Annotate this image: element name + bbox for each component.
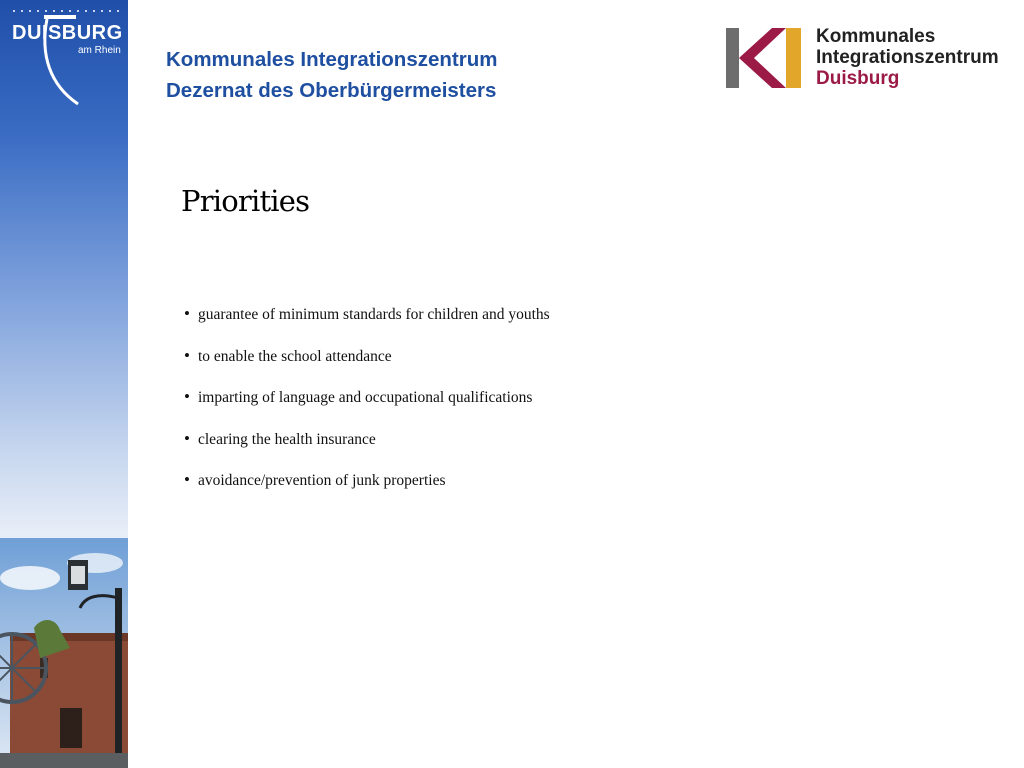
bullet-text: imparting of language and occupational qualifications xyxy=(198,389,533,406)
header-line-2: Dezernat des Oberbürgermeisters xyxy=(166,79,497,102)
list-item xyxy=(184,469,550,511)
bullet-icon: • xyxy=(184,345,190,365)
brand-line-3: Duisburg xyxy=(816,68,900,89)
bullet-icon: • xyxy=(184,387,190,406)
priority-list xyxy=(184,303,550,511)
list-item xyxy=(184,303,550,345)
list-item xyxy=(184,386,550,428)
city-photo xyxy=(0,538,128,768)
city-logo-subtitle: am Rhein xyxy=(78,45,121,56)
list-item xyxy=(184,428,550,470)
bullet-text: to enable the school attendance xyxy=(198,347,392,365)
slide-title: Priorities xyxy=(181,184,310,218)
list-item xyxy=(184,345,550,387)
bullet-icon: • xyxy=(184,470,190,489)
header-line-1: Kommunales Integrationszentrum xyxy=(166,48,498,71)
header-title xyxy=(166,44,497,106)
brand-line-1: Kommunales xyxy=(816,26,936,47)
sidebar-gradient xyxy=(0,0,128,538)
bullet-text: guarantee of minimum standards for children and youths xyxy=(198,306,550,323)
bullet-icon: • xyxy=(184,428,190,448)
bullet-text: avoidance/prevention of junk properties xyxy=(198,472,446,489)
bullet-text: clearing the health insurance xyxy=(198,430,376,448)
bullet-icon: • xyxy=(184,304,190,323)
city-logo-name: DUISBURG xyxy=(12,22,123,44)
ki-brand-text xyxy=(816,26,999,89)
brand-line-2: Integrationszentrum xyxy=(816,47,999,68)
